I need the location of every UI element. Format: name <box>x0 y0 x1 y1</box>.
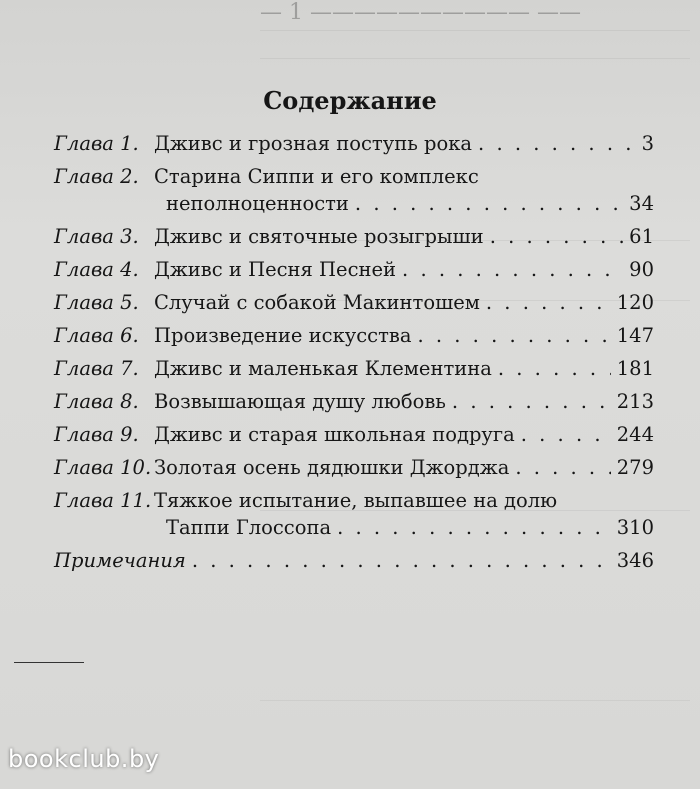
chapter-title: Дживс и Песня Песней <box>154 258 397 281</box>
page-number: 244 <box>616 423 654 446</box>
leader-dots <box>192 547 611 574</box>
chapter-title: Дживс и маленькая Клементина <box>154 357 492 380</box>
page-number: 181 <box>616 357 654 380</box>
page-number: 147 <box>616 324 654 347</box>
chapter-label: Глава 7. <box>54 357 139 380</box>
chapter-title: Дживс и грозная поступь рока <box>154 132 473 155</box>
chapter-title: Произведение искусства <box>154 324 412 347</box>
notes-label: Примечания <box>54 549 186 572</box>
leader-dots <box>515 454 610 481</box>
toc-entry[interactable] <box>54 289 654 316</box>
chapter-label: Глава 10. <box>54 456 152 479</box>
chapter-label: Глава 9. <box>54 423 139 446</box>
toc-entry[interactable] <box>54 223 654 250</box>
leader-dots <box>337 514 611 541</box>
chapter-label: Глава 5. <box>54 291 139 314</box>
leader-dots <box>355 190 623 217</box>
toc-entry[interactable] <box>54 355 654 382</box>
toc-entry[interactable] <box>54 163 654 217</box>
chapter-title: Дживс и святочные розыгрыши <box>154 225 484 248</box>
chapter-title-continued: неполноценности <box>166 192 349 215</box>
divider-rule <box>14 662 84 663</box>
leader-dots <box>490 223 623 250</box>
toc-entry[interactable] <box>54 388 654 415</box>
site-watermark: bookclub.by <box>8 745 160 773</box>
leader-dots <box>478 130 636 157</box>
leader-dots <box>498 355 611 382</box>
show-through-line <box>260 58 690 59</box>
toc-heading: Содержание <box>263 86 437 115</box>
toc-entry[interactable] <box>54 487 654 541</box>
table-of-contents <box>54 130 654 574</box>
toc-entry-notes[interactable] <box>54 547 654 574</box>
toc-entry[interactable] <box>54 454 654 481</box>
leader-dots <box>402 256 623 283</box>
chapter-label: Глава 11. <box>54 489 152 512</box>
show-through-line <box>260 30 690 31</box>
leader-dots <box>417 322 610 349</box>
leader-dots <box>486 289 611 316</box>
chapter-title-continued: Таппи Глоссопа <box>166 516 332 539</box>
toc-entry[interactable] <box>54 130 654 157</box>
page-number: 213 <box>616 390 654 413</box>
page-number: 3 <box>641 132 654 155</box>
page-number: 34 <box>629 192 654 215</box>
page-number: 90 <box>629 258 654 281</box>
leader-dots <box>452 388 611 415</box>
toc-entry[interactable] <box>54 256 654 283</box>
show-through-line <box>260 700 690 701</box>
page-number: 61 <box>629 225 654 248</box>
chapter-label: Глава 1. <box>54 132 139 155</box>
chapter-title: Дживс и старая школьная подруга <box>154 423 515 446</box>
page-number: 279 <box>616 456 654 479</box>
chapter-title: Возвышающая душу любовь <box>154 390 446 413</box>
chapter-title: Старина Сиппи и его комплекс <box>154 165 479 188</box>
chapter-label: Глава 8. <box>54 390 139 413</box>
chapter-title: Золотая осень дядюшки Джорджа <box>154 456 510 479</box>
show-through-text: — 1 —————————— —— <box>260 0 581 25</box>
leader-dots <box>521 421 611 448</box>
chapter-title: Случай с собакой Макинтошем <box>154 291 480 314</box>
chapter-title: Тяжкое испытание, выпавшее на долю <box>154 489 558 512</box>
toc-entry[interactable] <box>54 322 654 349</box>
chapter-label: Глава 6. <box>54 324 139 347</box>
page-number: 120 <box>616 291 654 314</box>
page-number: 346 <box>616 549 654 572</box>
chapter-label: Глава 3. <box>54 225 139 248</box>
chapter-label: Глава 2. <box>54 165 139 188</box>
toc-entry[interactable] <box>54 421 654 448</box>
page-number: 310 <box>616 516 654 539</box>
chapter-label: Глава 4. <box>54 258 139 281</box>
